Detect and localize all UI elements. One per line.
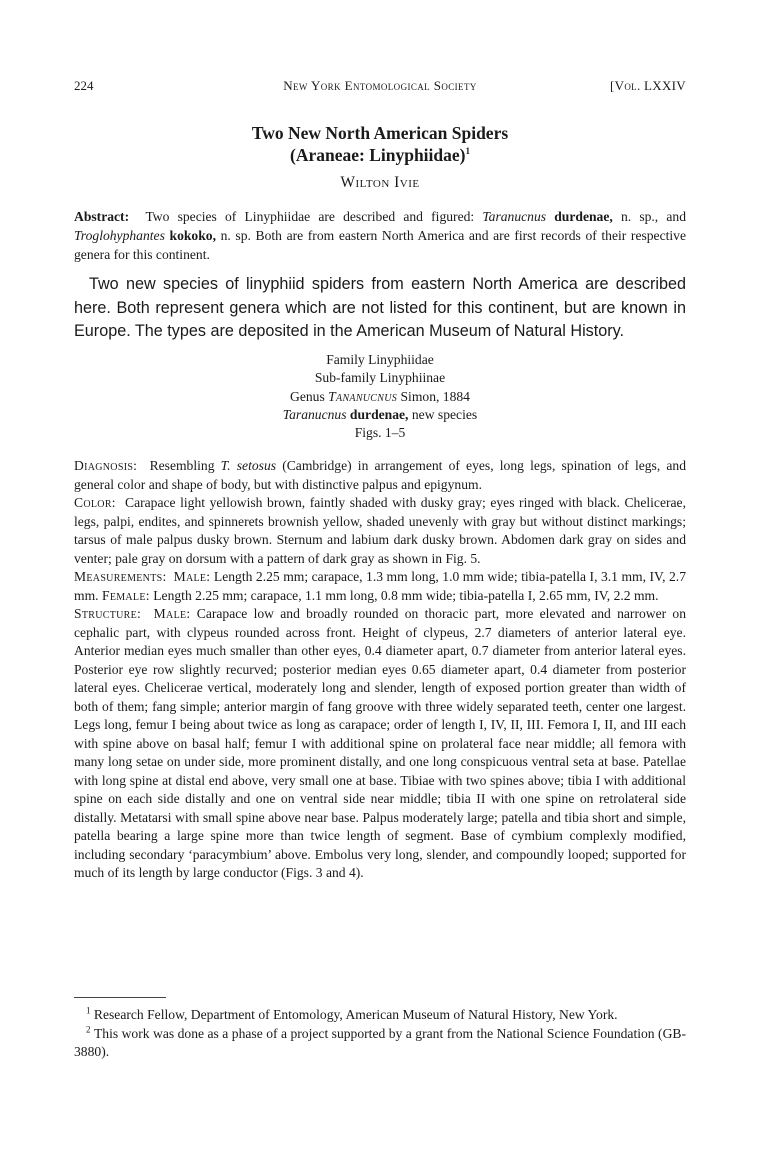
genus-line: Genus Tananucnus Simon, 1884 [290,388,470,404]
species-name: durdenae, [554,209,613,224]
footnotes [74,1006,686,1062]
running-header [74,78,686,96]
color-paragraph: Color: Carapace light yellowish brown, faintly shaded with dusky gray; eyes ringed with black. Chelicerae, legs, palpi, endites, and spinnerets brownish yellow, shaded unevenly with gray but without distinct markings; tarsus of male palpus dusky brown. Sternum and labium dark dusky brown. Abdomen dark gray on sides and venter; pale gray on dorsum with a pattern of dark gray as shown in Fig. 5. [74,495,686,566]
footnote-ref-1: 1 [465,146,470,157]
journal-name: New York Entomological Society [283,78,477,93]
footnote-divider [74,997,166,998]
genus-name: Troglohyphantes [74,227,165,243]
title-line-2: (Araneae: Linyphiidae)$^1$ [290,145,470,165]
article-title [74,122,686,166]
species-line: Taranucnus durdenae, new species [282,406,478,422]
diagnosis-paragraph: Diagnosis: Resembling T. setosus (Cambridge) in arrangement of eyes, long legs, spination of legs, and general color and shape of body, but with distinctive palpus and epigynum. [74,458,687,492]
subfamily-line: Sub-family Linyphiinae [314,370,446,386]
abstract: Abstract: Two species of Linyphiidae are described and figured: Taranucnus durdenae, n. sp., and Troglohyphantes kokoko, n. sp. Both are from eastern North America and are first records of their respective genera for this continent. [74,209,687,262]
measurements-paragraph: Measurements: Male: Length 2.25 mm; carapace, 1.3 mm long, 1.0 mm wide; tibia-patella I, 3.1 mm, IV, 2.7 mm. Female: Length 2.25 mm; carapace, 1.1 mm long, 0.8 mm wide; tibia-patella I, 2.65 mm, IV, 2.2 mm. [74,569,687,603]
figures-reference: Figs. 1–5 [354,425,406,441]
structure-paragraph: Structure: Male: Carapace low and broadly rounded on thoracic part, more elevated and narrower on cephalic part, with clypeus rounded across front. Height of clypeus, 2.7 diameters of anterior lateral eye. Anterior median eyes much smaller than other eyes, 0.4 diameter apart, 0.7 diameter from anterior lateral eyes. Posterior eye row slightly recurved; posterior median eyes 0.65 diameter apart, 0.4 diameter from posterior lateral eyes. Chelicerae vertical, moderately long and slender, length of exposed portion greater than width of both of them; fang simple; anterior margin of fang groove with three widely separated teeth, center one largest. Legs long, femur I being about twice as long as carapace; order of length I, IV, II, III. Femora I, II, and III each with spine above on basal half; femur I with additional spine on prolateral face near middle; all femora with many long setae on under side, more prominent distally, and one long conspicuous ventral seta at base. Patellae with long spine at distal end above, very small one at base. Tibiae with two spines above; tibia I with additional spine on each side distally and one on ventral side near middle; tibia II with one spine on retrolateral side distally. Metatarsi with small spine above near base. Palpus moderately large; patella and tibia short and simple, patella bearing a large spine more than twice length of segment. Base of cymbium complexly modified, including secondary ‘paracymbium’ above. Embolus very long, slender, and compoundly looped; supported for much of its length by large conductor (Figs. 3 and 4). [74,606,687,880]
taxonomy-heading [74,351,686,442]
section-label: Structure: [74,606,142,621]
species-description [74,457,686,883]
page-number: 224 [74,78,94,93]
species-name: kokoko, [169,227,216,243]
title-line-1: Two New North American Spiders [251,123,509,143]
volume-label: [Vol. LXXIV [610,78,686,93]
section-label: Measurements: [74,569,167,584]
section-label: Color: [74,495,116,510]
abstract-label: Abstract: [74,209,130,224]
section-label: Diagnosis: [74,458,138,473]
intro-paragraph: Two new species of linyphiid spiders from eastern North America are described here. Both represent genera which are not listed for this continent, but are known in Europe. The types are deposited in the American Museum of Natural History. [74,275,686,340]
family-line: Family Linyphiidae [326,352,434,367]
author-name: Wilton Ivie [340,174,420,191]
genus-name: Taranucnus [482,209,547,224]
footnote-2: $^2$ This work was done as a phase of a project supported by a grant from the National Science Foundation (GB-3880). [74,1023,686,1059]
footnote-1: $^1$ Research Fellow, Department of Entomology, American Museum of Natural History, New York. [86,1005,618,1022]
